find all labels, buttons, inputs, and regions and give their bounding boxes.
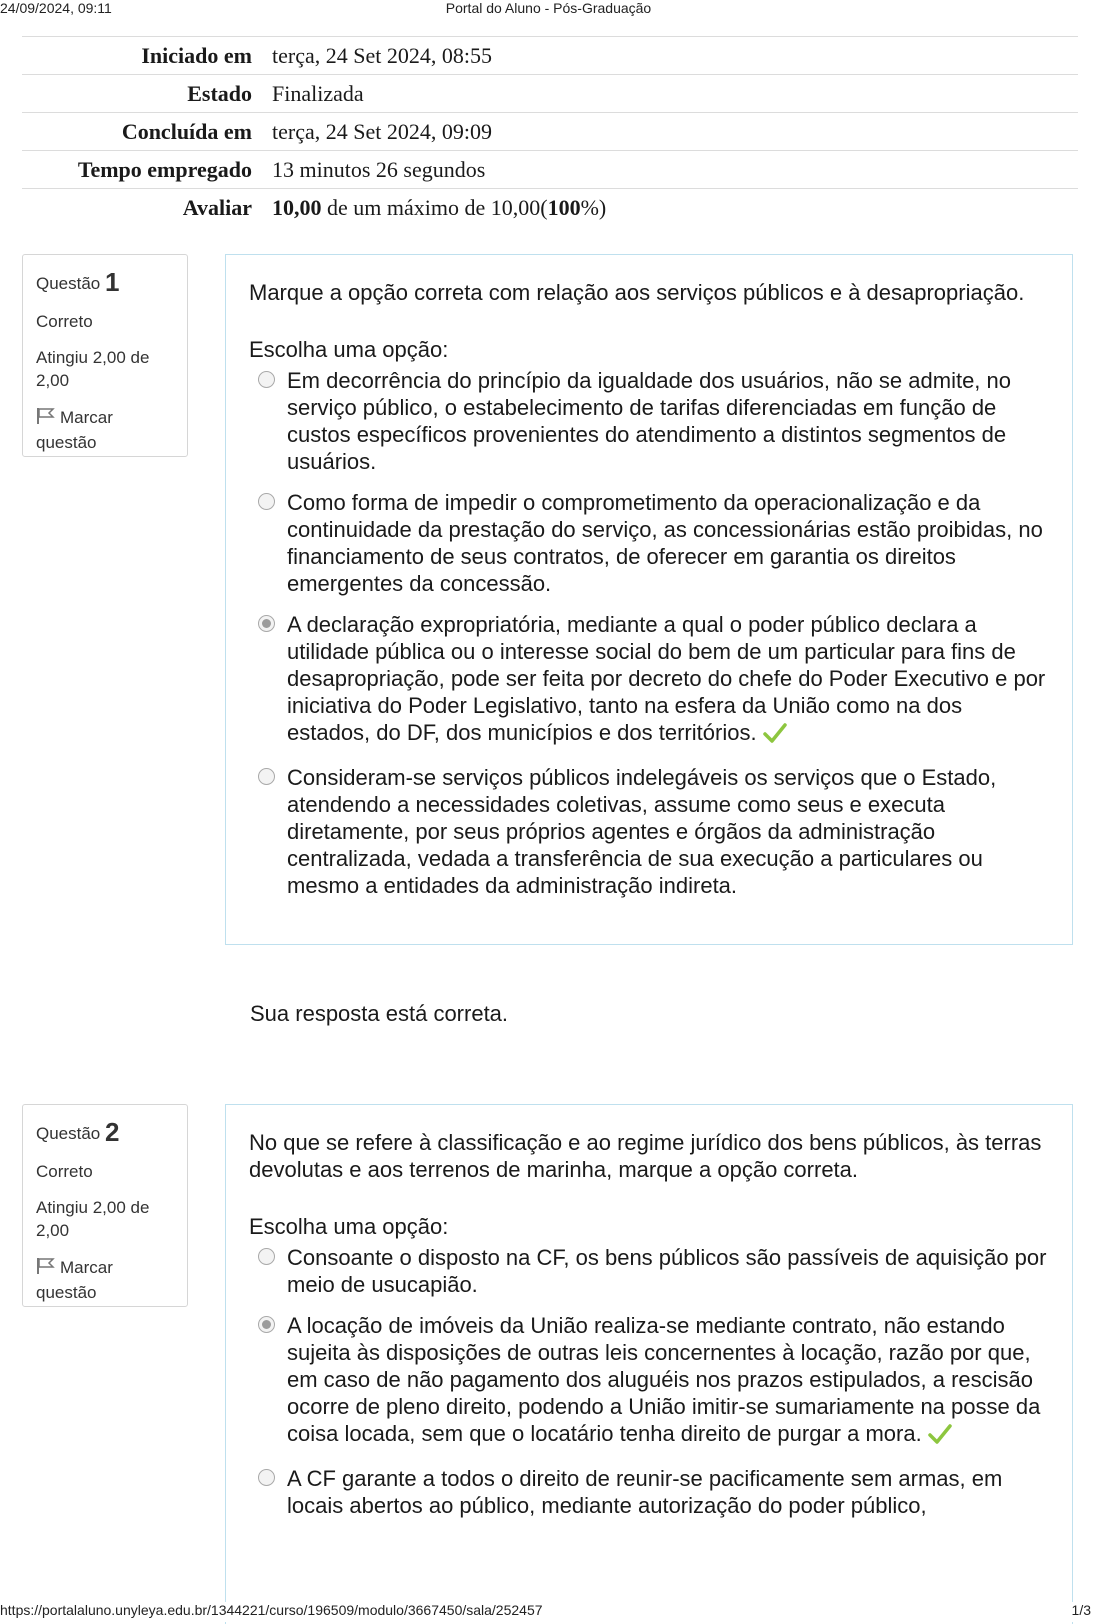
question-number-value: 1 xyxy=(105,267,120,297)
summary-label: Estado xyxy=(22,75,272,113)
answer-option-selected[interactable] xyxy=(249,1312,1050,1451)
option-text: Como forma de impedir o comprometimento da operacionalização e da continuidade da prestação do serviço, as concessionárias estão proibidas, no financiamento de seus contratos, de oferecer em garantia os direitos emergentes da concessão. xyxy=(287,490,1043,596)
answer-option[interactable] xyxy=(249,1465,1050,1519)
answer-prompt: Escolha uma opção: xyxy=(249,337,449,362)
question-label: Questão xyxy=(36,274,101,293)
option-text: A CF garante a todos o direito de reunir-se pacificamente sem armas, em locais abertos ao público, mediante autorização do poder público, xyxy=(287,1466,1003,1518)
summary-row-grade xyxy=(22,189,1078,227)
option-text: Em decorrência do princípio da igualdade dos usuários, não se admite, no serviço público, o estabelecimento de tarifas diferenciadas em função de custos específicos provenientes do atendimento a distintos segmentos de usuários. xyxy=(287,368,1012,474)
answer-option[interactable] xyxy=(249,1244,1050,1298)
radio-icon[interactable] xyxy=(258,1469,275,1486)
summary-row-completed xyxy=(22,113,1078,151)
summary-label: Concluída em xyxy=(22,113,272,151)
summary-value: 13 minutos 26 segundos xyxy=(272,151,1078,189)
print-page-title: Portal do Aluno - Pós-Graduação xyxy=(445,0,652,16)
question-state: Correto xyxy=(36,312,93,331)
print-header xyxy=(0,0,1097,20)
grade-percent: 100 xyxy=(547,194,581,220)
question-1-content xyxy=(225,254,1073,945)
question-text: No que se refere à classificação e ao regime jurídico dos bens públicos, às terras devolutas e aos terrenos de marinha, marque a opção correta. xyxy=(249,1130,1042,1182)
question-number xyxy=(36,267,175,298)
summary-label: Avaliar xyxy=(22,189,272,227)
summary-label: Iniciado em xyxy=(22,37,272,75)
flag-question-link[interactable] xyxy=(36,1256,175,1304)
answer-option[interactable] xyxy=(249,367,1050,475)
summary-row-state xyxy=(22,75,1078,113)
answer-option[interactable] xyxy=(249,489,1050,597)
question-grade: Atingiu 2,00 de 2,00 xyxy=(36,1198,150,1240)
print-datetime: 24/09/2024, 09:11 xyxy=(0,0,112,16)
question-2-content xyxy=(225,1104,1073,1624)
summary-value: Finalizada xyxy=(272,75,1078,113)
grade-middle: de um máximo de 10,00( xyxy=(321,194,548,220)
question-number xyxy=(36,1117,175,1148)
print-url: https://portalaluno.unyleya.edu.br/1344221/curso/196509/modulo/3667450/sala/252457 xyxy=(0,1602,543,1618)
option-text: A locação de imóveis da União realiza-se mediante contrato, não estando sujeita às disposições de outras leis concernentes à locação, razão por que, em caso de não pagamento dos aluguéis nos prazos estipulados, a rescisão ocorre de pleno direito, podendo a União imitir-se sumariamente na posse da coisa locada, sem que o locatário tenha direito de purgar a mora. xyxy=(287,1313,1041,1446)
print-footer xyxy=(0,1602,1097,1622)
question-state: Correto xyxy=(36,1162,93,1181)
radio-icon[interactable] xyxy=(258,371,275,388)
grade-value xyxy=(272,189,1078,227)
radio-checked-icon[interactable] xyxy=(258,615,275,632)
question-1-feedback: Sua resposta está correta. xyxy=(250,1001,509,1026)
radio-checked-icon[interactable] xyxy=(258,1316,275,1333)
grade-end: %) xyxy=(580,194,607,220)
flag-icon xyxy=(36,407,56,431)
check-icon xyxy=(763,722,787,750)
flag-label: Marcar questão xyxy=(36,1258,113,1302)
radio-icon[interactable] xyxy=(258,1248,275,1265)
option-text: Consideram-se serviços públicos indelegáveis os serviços que o Estado, atendendo a necessidades coletivas, assume como seus e executa diretamente, por seus próprios agentes e órgãos da administração centralizada, vedada a transferência de sua execução a particulares ou mesmo a entidades da administração indireta. xyxy=(287,765,997,898)
print-page-number: 1/3 xyxy=(1071,1602,1091,1618)
question-grade: Atingiu 2,00 de 2,00 xyxy=(36,348,150,390)
summary-row-started xyxy=(22,37,1078,75)
option-text: A declaração expropriatória, mediante a qual o poder público declara a utilidade pública ou o interesse social do bem de um particular para fins de desapropriação, pode ser feita por decreto do chefe do Poder Executivo e por iniciativa do Poder Legislativo, tanto na esfera da União como na dos estados, do DF, dos municípios e dos territórios. xyxy=(287,612,1046,745)
flag-label: Marcar questão xyxy=(36,408,113,452)
question-label: Questão xyxy=(36,1124,101,1143)
check-icon xyxy=(928,1423,952,1451)
question-2-info xyxy=(22,1104,188,1307)
answer-option[interactable] xyxy=(249,764,1050,899)
answer-prompt: Escolha uma opção: xyxy=(249,1214,449,1239)
summary-value: terça, 24 Set 2024, 08:55 xyxy=(272,37,1078,75)
question-1-info xyxy=(22,254,188,457)
attempt-summary-table xyxy=(22,36,1078,227)
grade-score: 10,00 xyxy=(272,194,322,220)
question-number-value: 2 xyxy=(105,1117,120,1147)
radio-icon[interactable] xyxy=(258,768,275,785)
question-text: Marque a opção correta com relação aos serviços públicos e à desapropriação. xyxy=(249,280,1025,305)
summary-row-time-taken xyxy=(22,151,1078,189)
summary-label: Tempo empregado xyxy=(22,151,272,189)
radio-icon[interactable] xyxy=(258,493,275,510)
summary-value: terça, 24 Set 2024, 09:09 xyxy=(272,113,1078,151)
flag-icon xyxy=(36,1257,56,1281)
option-text: Consoante o disposto na CF, os bens públicos são passíveis de aquisição por meio de usucapião. xyxy=(287,1245,1047,1297)
flag-question-link[interactable] xyxy=(36,406,175,454)
answer-option-selected[interactable] xyxy=(249,611,1050,750)
